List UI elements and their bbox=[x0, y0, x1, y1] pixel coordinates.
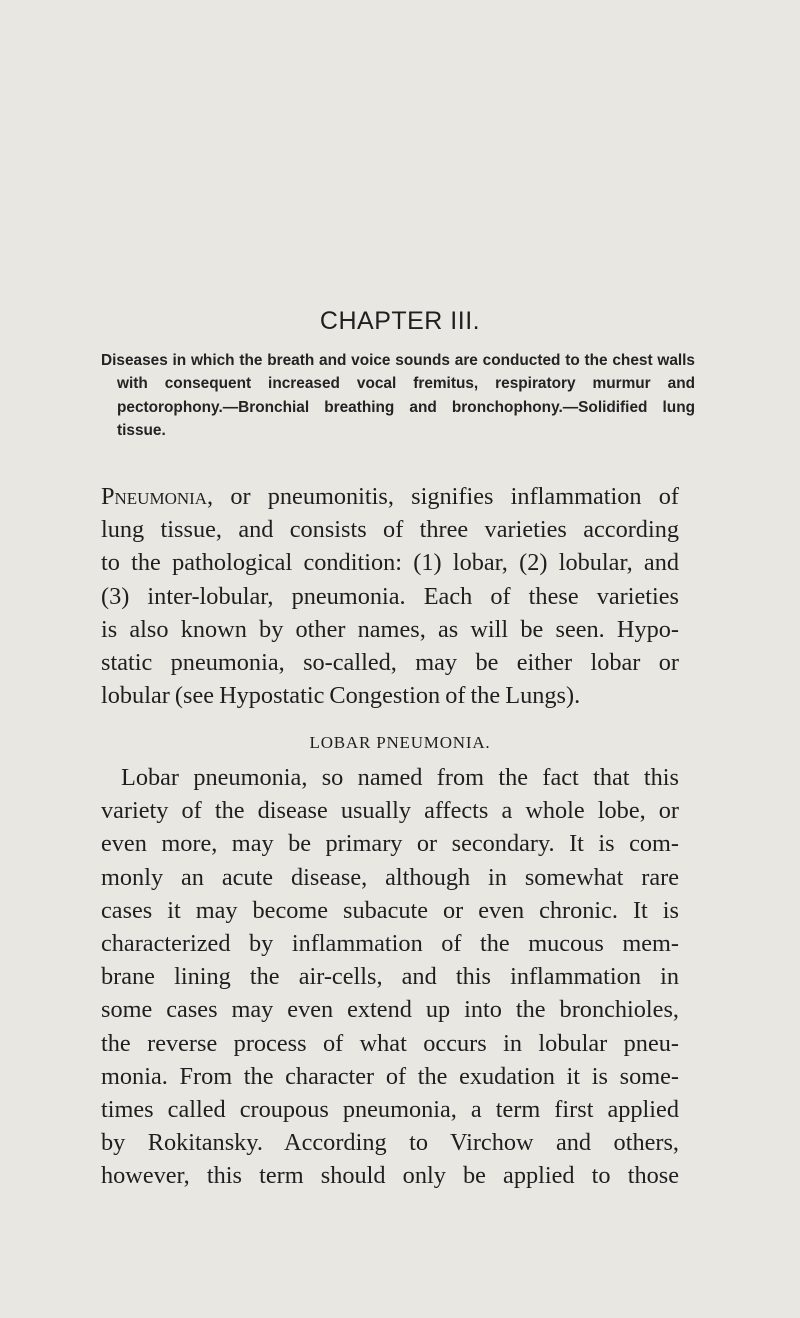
lobar-line: monia. From the character of the exudation it is some- bbox=[101, 1062, 679, 1090]
intro-line-last: lobular (see Hypostatic Congestion of the Lungs). bbox=[101, 682, 581, 710]
lobar-line: the reverse process of what occurs in lobular pneu- bbox=[101, 1029, 679, 1057]
lobar-line: monly an acute disease, although in somewhat rare bbox=[101, 863, 679, 891]
intro-line: lung tissue, and consists of three varieties according bbox=[101, 516, 679, 544]
lobar-line: Lobar pneumonia, so named from the fact that this bbox=[121, 764, 679, 791]
lobar-line: some cases may even extend up into the bronchioles, bbox=[101, 996, 679, 1024]
intro-line: (3) inter-lobular, pneumonia. Each of these varieties bbox=[101, 582, 679, 610]
lobar-line: brane lining the air-cells, and this inflammation in bbox=[101, 963, 679, 991]
chapter-summary: Diseases in which the breath and voice sounds are conducted to the chest walls with consequent increased vocal fremitus, respiratory murmur and pectorophony.—Bronchial breathing and bronchophony.—Solidified lung tissue. bbox=[101, 352, 695, 439]
lobar-line: even more, may be primary or secondary. It is com- bbox=[101, 830, 679, 858]
lobar-line: cases it may become subacute or even chronic. It is bbox=[101, 896, 679, 924]
intro-lead-word: Pneumonia, bbox=[101, 483, 214, 510]
intro-paragraph bbox=[101, 480, 679, 712]
section-heading: LOBAR PNEUMONIA. bbox=[309, 733, 491, 752]
lobar-line: however, this term should only be applied to those bbox=[101, 1162, 679, 1190]
chapter-title: CHAPTER III. bbox=[319, 307, 481, 335]
lobar-paragraph bbox=[101, 761, 679, 1192]
lobar-line: variety of the disease usually affects a whole lobe, or bbox=[101, 797, 679, 825]
lobar-line: times called croupous pneumonia, a term first applied bbox=[101, 1095, 679, 1123]
intro-line: is also known by other names, as will be seen. Hypo- bbox=[101, 615, 679, 643]
intro-line-text: or pneumonitis, signifies inflammation of bbox=[213, 483, 679, 510]
lobar-line: by Rokitansky. According to Virchow and others, bbox=[101, 1129, 679, 1157]
intro-line: to the pathological condition: (1) lobar, (2) lobular, and bbox=[101, 549, 679, 577]
lobar-line: characterized by inflammation of the mucous mem- bbox=[101, 929, 679, 957]
intro-line bbox=[101, 480, 679, 513]
intro-line: static pneumonia, so-called, may be either lobar or bbox=[101, 648, 679, 676]
